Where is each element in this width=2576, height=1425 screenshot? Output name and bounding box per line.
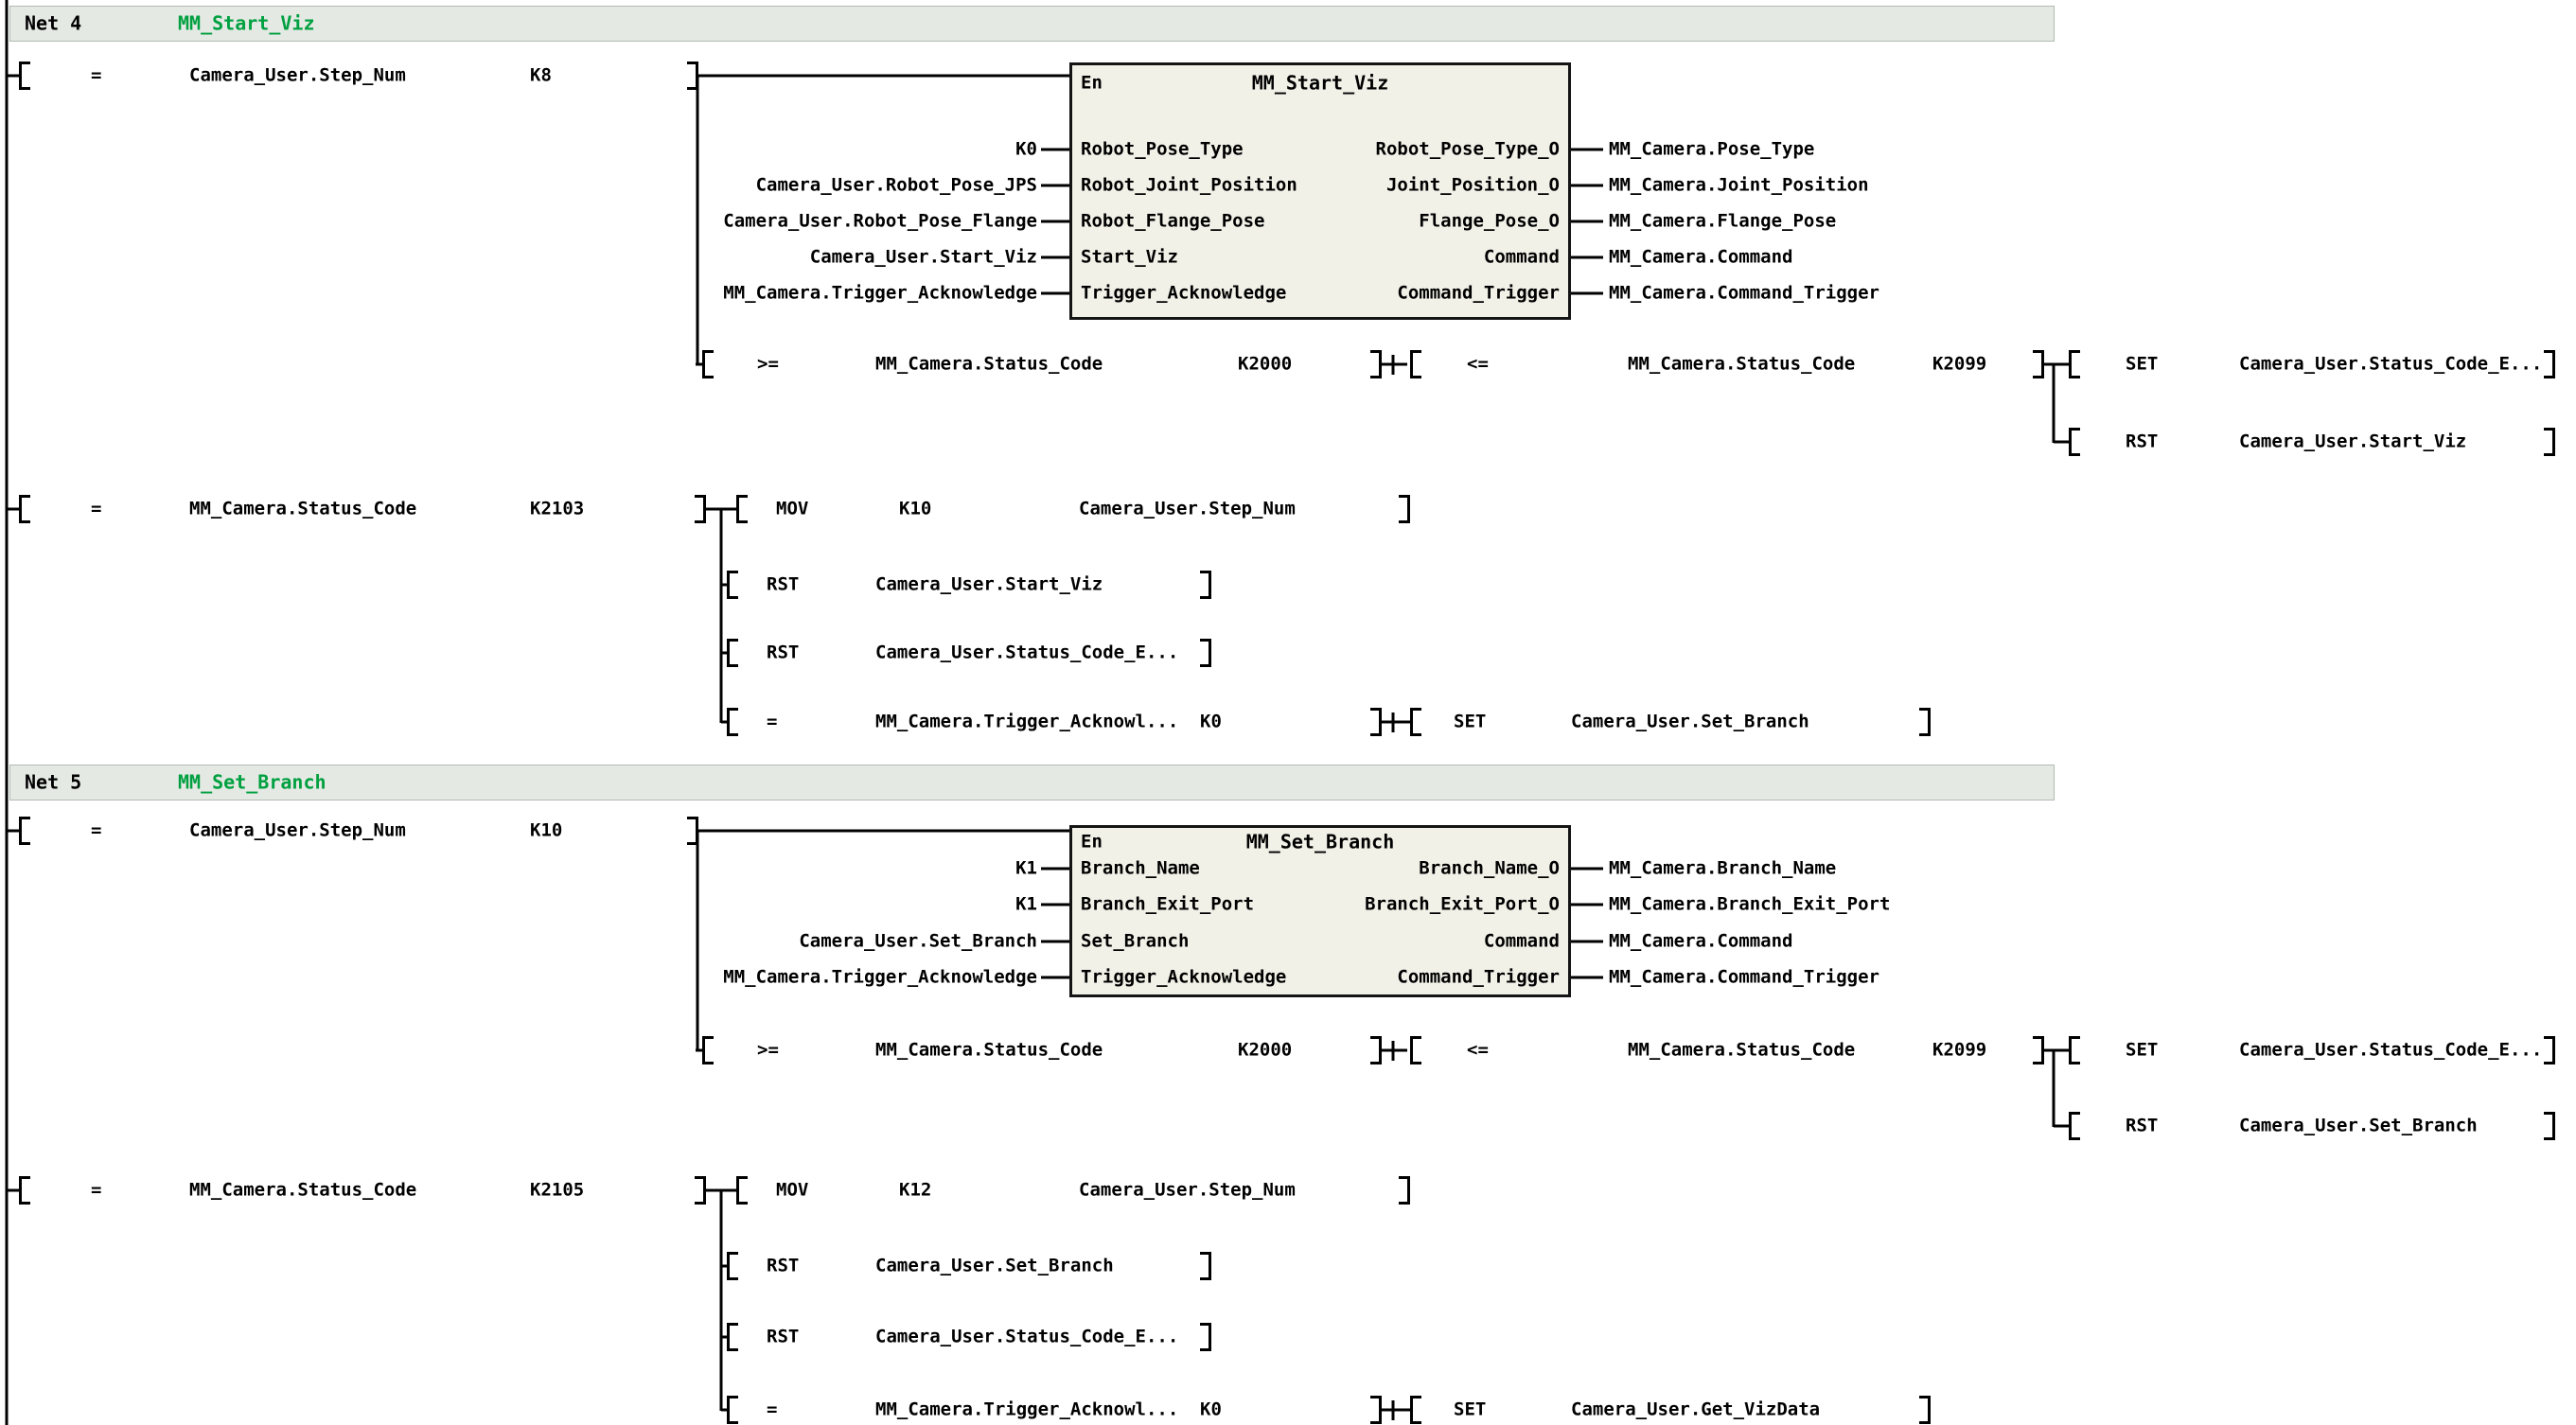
- rst2-operand[interactable]: Camera_User.Set_Branch: [2239, 1115, 2478, 1136]
- cmp1-operand2[interactable]: MM_Camera.Status_Code: [1628, 353, 1856, 375]
- bracket-open: [19, 817, 30, 845]
- bracket-close: [687, 62, 698, 90]
- cmp1-op2[interactable]: <=: [1467, 353, 1489, 375]
- eq2-op[interactable]: =: [767, 1399, 778, 1420]
- fb1-output-arg[interactable]: MM_Camera.Pose_Type: [1609, 138, 1815, 160]
- bracket-close: [1200, 1323, 1211, 1351]
- eq1-set-operand[interactable]: Camera_User.Set_Branch: [1571, 711, 1809, 732]
- rstA-operand[interactable]: Camera_User.Start_Viz: [875, 573, 1103, 595]
- fb2-output-arg[interactable]: MM_Camera.Command_Trigger: [1609, 966, 1879, 988]
- fb1-input-arg[interactable]: Camera_User.Robot_Pose_Flange: [723, 210, 1037, 232]
- cmp1-value1[interactable]: K2000: [1238, 353, 1293, 375]
- eq2-operand[interactable]: MM_Camera.Trigger_Acknowl...: [875, 1399, 1179, 1420]
- rst2B-op[interactable]: RST: [767, 1326, 800, 1347]
- eq1-operand[interactable]: MM_Camera.Trigger_Acknowl...: [875, 711, 1179, 732]
- bracket-open: [727, 639, 738, 667]
- bracket-close: [2033, 1036, 2044, 1064]
- cmp1-op1[interactable]: >=: [757, 353, 779, 375]
- bracket-close: [1370, 350, 1382, 378]
- fb2-output-arg[interactable]: MM_Camera.Branch_Name: [1609, 857, 1837, 879]
- rung3-op[interactable]: =: [91, 819, 102, 841]
- set2-op[interactable]: SET: [2126, 1039, 2159, 1061]
- fb1-output-arg[interactable]: MM_Camera.Joint_Position: [1609, 174, 1869, 196]
- mov1-src[interactable]: K10: [899, 498, 932, 519]
- bracket-close: [695, 1176, 706, 1205]
- rung3-operand[interactable]: Camera_User.Step_Num: [189, 819, 406, 841]
- bracket-close: [1399, 1176, 1410, 1205]
- eq1-value[interactable]: K0: [1200, 711, 1222, 732]
- fb1-output-pin: Joint_Position_O: [1385, 174, 1560, 196]
- eq2-set-operand[interactable]: Camera_User.Get_VizData: [1571, 1399, 1821, 1420]
- fb1-output-arg[interactable]: MM_Camera.Flange_Pose: [1609, 210, 1837, 232]
- fb1-input-pin: Robot_Flange_Pose: [1081, 210, 1265, 232]
- fb1-input-pin: Robot_Pose_Type: [1081, 138, 1244, 160]
- bracket-close: [695, 495, 706, 523]
- fb2-output-pin: Command: [1483, 930, 1560, 952]
- mov1-op[interactable]: MOV: [776, 498, 809, 519]
- fb2-input-pin: Branch_Name: [1081, 857, 1200, 879]
- bracket-open: [727, 571, 738, 599]
- fb1-output-pin: Command: [1483, 246, 1560, 268]
- rst1-operand[interactable]: Camera_User.Start_Viz: [2239, 431, 2467, 452]
- rung2-operand[interactable]: MM_Camera.Status_Code: [189, 498, 417, 519]
- cmp2-value2[interactable]: K2099: [1932, 1039, 1987, 1061]
- bracket-open: [1410, 350, 1421, 378]
- cmp1-operand1[interactable]: MM_Camera.Status_Code: [875, 353, 1103, 375]
- rung1-operand[interactable]: Camera_User.Step_Num: [189, 64, 406, 86]
- cmp2-operand2[interactable]: MM_Camera.Status_Code: [1628, 1039, 1856, 1061]
- rung4-value[interactable]: K2105: [530, 1179, 585, 1201]
- fb1-output-arg[interactable]: MM_Camera.Command_Trigger: [1609, 282, 1879, 304]
- bracket-close: [2544, 1112, 2555, 1140]
- rung4-operand[interactable]: MM_Camera.Status_Code: [189, 1179, 417, 1201]
- fb2-input-pin: Set_Branch: [1081, 930, 1190, 952]
- bracket-close: [1370, 1396, 1382, 1424]
- bracket-close: [1399, 495, 1410, 523]
- bracket-open: [727, 1323, 738, 1351]
- fb2-output-pin: Command_Trigger: [1397, 966, 1560, 988]
- rung3-value[interactable]: K10: [530, 819, 563, 841]
- rung2-op[interactable]: =: [91, 498, 102, 519]
- bracket-open: [702, 1036, 714, 1064]
- net4-id[interactable]: Net 4: [25, 11, 82, 35]
- rst2-op[interactable]: RST: [2126, 1115, 2159, 1136]
- cmp2-value1[interactable]: K2000: [1238, 1039, 1293, 1061]
- fb1-input-pin: Start_Viz: [1081, 246, 1178, 268]
- eq1-op[interactable]: =: [767, 711, 778, 732]
- set2-operand[interactable]: Camera_User.Status_Code_E...: [2239, 1039, 2543, 1061]
- bracket-open: [736, 495, 748, 523]
- mov2-op[interactable]: MOV: [776, 1179, 809, 1201]
- rstA-op[interactable]: RST: [767, 573, 800, 595]
- bracket-close: [1200, 571, 1211, 599]
- fb1-input-arg[interactable]: MM_Camera.Trigger_Acknowledge: [723, 282, 1037, 304]
- rstB-op[interactable]: RST: [767, 642, 800, 663]
- fb2-output-arg[interactable]: MM_Camera.Branch_Exit_Port: [1609, 893, 1891, 915]
- rst1-op[interactable]: RST: [2126, 431, 2159, 452]
- bracket-close: [2544, 428, 2555, 456]
- fb2-output-arg[interactable]: MM_Camera.Command: [1609, 930, 1793, 952]
- cmp1-value2[interactable]: K2099: [1932, 353, 1987, 375]
- bracket-open: [2069, 428, 2080, 456]
- bracket-open: [727, 1396, 738, 1424]
- fb1-input-arg[interactable]: Camera_User.Start_Viz: [809, 246, 1037, 268]
- fb2-input-arg[interactable]: MM_Camera.Trigger_Acknowledge: [723, 966, 1037, 988]
- bracket-close: [1919, 708, 1931, 736]
- fb2-output-pin: Branch_Name_O: [1419, 857, 1560, 879]
- bracket-open: [727, 708, 738, 736]
- eq2-value[interactable]: K0: [1200, 1399, 1222, 1420]
- fb2-input-pin: Trigger_Acknowledge: [1081, 966, 1287, 988]
- mov1-dest[interactable]: Camera_User.Step_Num: [1079, 498, 1296, 519]
- rung1-value[interactable]: K8: [530, 64, 552, 86]
- rung2-value[interactable]: K2103: [530, 498, 585, 519]
- bracket-open: [2069, 1036, 2080, 1064]
- rung4-op[interactable]: =: [91, 1179, 102, 1201]
- bracket-close: [2544, 350, 2555, 378]
- mov2-dest[interactable]: Camera_User.Step_Num: [1079, 1179, 1296, 1201]
- net4-header-band[interactable]: [9, 6, 2055, 42]
- fb1-output-pin: Robot_Pose_Type_O: [1375, 138, 1560, 160]
- rung1-op[interactable]: =: [91, 64, 102, 86]
- net5-comment[interactable]: MM_Set_Branch: [178, 770, 326, 794]
- mov2-src[interactable]: K12: [899, 1179, 932, 1201]
- fb2-input-arg[interactable]: K1: [1015, 893, 1037, 915]
- bracket-open: [727, 1252, 738, 1280]
- fb2-output-pin: Branch_Exit_Port_O: [1365, 893, 1560, 915]
- net5-id[interactable]: Net 5: [25, 770, 82, 794]
- set1-operand[interactable]: Camera_User.Status_Code_E...: [2239, 353, 2543, 375]
- bracket-close: [1370, 1036, 1382, 1064]
- fb1-output-pin: Flange_Pose_O: [1419, 210, 1560, 232]
- bracket-close: [1919, 1396, 1931, 1424]
- bracket-close: [1200, 639, 1211, 667]
- bracket-open: [1410, 708, 1421, 736]
- set1-op[interactable]: SET: [2126, 353, 2159, 375]
- fb1-input-arg[interactable]: K0: [1015, 138, 1037, 160]
- bracket-close: [2544, 1036, 2555, 1064]
- eq1-set-op[interactable]: SET: [1454, 711, 1487, 732]
- rst2B-operand[interactable]: Camera_User.Status_Code_E...: [875, 1326, 1179, 1347]
- bracket-open: [736, 1176, 748, 1205]
- bracket-close: [687, 817, 698, 845]
- cmp2-operand1[interactable]: MM_Camera.Status_Code: [875, 1039, 1103, 1061]
- fb1-output-pin: Command_Trigger: [1397, 282, 1560, 304]
- bracket-open: [2069, 350, 2080, 378]
- fb1-input-arg[interactable]: Camera_User.Robot_Pose_JPS: [755, 174, 1037, 196]
- net4-comment[interactable]: MM_Start_Viz: [178, 11, 315, 35]
- bracket-open: [1410, 1036, 1421, 1064]
- bracket-open: [19, 495, 30, 523]
- fb2-en-pin: En: [1081, 831, 1103, 853]
- eq2-set-op[interactable]: SET: [1454, 1399, 1487, 1420]
- fb1-input-pin: Trigger_Acknowledge: [1081, 282, 1287, 304]
- fb2-title[interactable]: MM_Set_Branch: [1245, 830, 1395, 853]
- bracket-open: [1410, 1396, 1421, 1424]
- rst2A-operand[interactable]: Camera_User.Set_Branch: [875, 1255, 1114, 1276]
- fb1-output-arg[interactable]: MM_Camera.Command: [1609, 246, 1793, 268]
- cmp2-op2[interactable]: <=: [1467, 1039, 1489, 1061]
- bracket-open: [702, 350, 714, 378]
- rstB-operand[interactable]: Camera_User.Status_Code_E...: [875, 642, 1179, 663]
- bracket-open: [19, 62, 30, 90]
- fb1-title[interactable]: MM_Start_Viz: [1251, 71, 1389, 95]
- bracket-close: [1370, 708, 1382, 736]
- rst2A-op[interactable]: RST: [767, 1255, 800, 1276]
- bracket-close: [1200, 1252, 1211, 1280]
- bracket-close: [2033, 350, 2044, 378]
- fb2-input-pin: Branch_Exit_Port: [1081, 893, 1255, 915]
- fb2-input-arg[interactable]: K1: [1015, 857, 1037, 879]
- cmp2-op1[interactable]: >=: [757, 1039, 779, 1061]
- fb2-input-arg[interactable]: Camera_User.Set_Branch: [799, 930, 1037, 952]
- fb1-input-pin: Robot_Joint_Position: [1081, 174, 1297, 196]
- bracket-open: [2069, 1112, 2080, 1140]
- bracket-open: [19, 1176, 30, 1205]
- fb1-en-pin: En: [1081, 72, 1103, 94]
